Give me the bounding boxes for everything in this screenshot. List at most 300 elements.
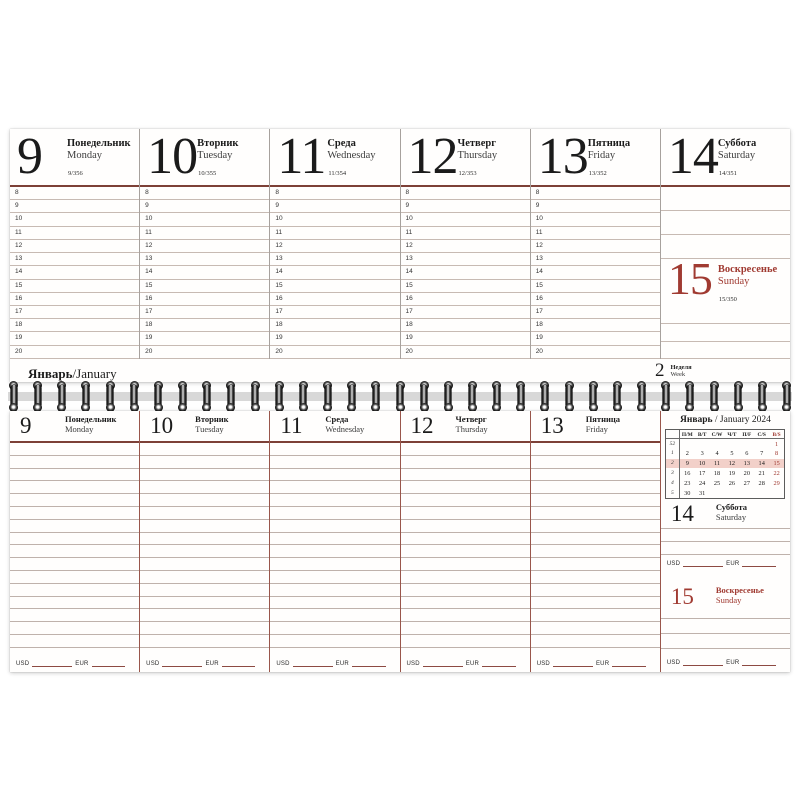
currency-row	[16, 661, 131, 667]
day-column	[10, 129, 140, 359]
writing-line	[10, 571, 139, 584]
writing-line	[10, 584, 139, 597]
calendar-day-cell: 1	[775, 440, 779, 448]
hour-row: 20	[10, 346, 139, 359]
writing-line	[661, 633, 790, 634]
day-number: 10	[147, 128, 198, 185]
writing-line	[270, 584, 399, 597]
writing-line	[401, 469, 530, 482]
writing-line	[270, 507, 399, 520]
writing-line	[531, 507, 660, 520]
hour-row: 20	[531, 346, 660, 359]
calendar-day-cell: 28	[758, 479, 765, 487]
writing-line	[10, 520, 139, 533]
day-ordinal: 14/351	[718, 170, 737, 177]
writing-line	[10, 481, 139, 494]
hour-row: 16	[270, 293, 399, 306]
hour-row: 16	[140, 293, 269, 306]
calendar-day-cell: 17	[699, 469, 706, 477]
bottom-week-grid	[10, 411, 790, 672]
spiral-loop	[202, 381, 211, 412]
day-name-en: Wednesday	[327, 150, 376, 162]
spiral-loop	[347, 381, 356, 412]
writing-line	[531, 635, 660, 648]
writing-line	[10, 545, 139, 558]
spiral-loop	[444, 381, 453, 412]
calendar-day-cell: 2	[685, 450, 689, 458]
mini-calendar	[665, 429, 785, 499]
hour-row: 19	[531, 332, 660, 345]
usd-label: USD	[666, 561, 681, 567]
hour-row: 9	[401, 200, 530, 213]
eur-line	[222, 661, 256, 667]
hour-row: 19	[270, 332, 399, 345]
day-name-en: Sunday	[715, 595, 742, 606]
writing-line	[401, 584, 530, 597]
writing-line	[140, 481, 269, 494]
writing-line	[531, 456, 660, 469]
writing-line	[401, 456, 530, 469]
hour-row: 13	[140, 253, 269, 266]
calendar-day-cell	[754, 439, 769, 449]
writing-line	[10, 456, 139, 469]
calendar-day-cell: 16	[684, 469, 691, 477]
spiral-loop	[226, 381, 235, 412]
week-number-block	[655, 361, 692, 380]
writing-line	[531, 443, 660, 456]
spiral-loop	[299, 381, 308, 412]
hour-row: 19	[140, 332, 269, 345]
hour-row: 11	[10, 227, 139, 240]
mini-calendar-title-ru: Январь	[680, 415, 713, 425]
writing-line	[401, 635, 530, 648]
writing-line	[531, 609, 660, 622]
writing-line	[661, 648, 790, 649]
day-header	[531, 411, 660, 443]
writing-line	[10, 533, 139, 546]
writing-line	[531, 622, 660, 635]
day-header	[531, 129, 660, 187]
spiral-loop	[275, 381, 284, 412]
writing-line	[531, 494, 660, 507]
writing-line	[140, 456, 269, 469]
spiral-loop	[685, 381, 694, 412]
writing-line	[661, 187, 790, 211]
spiral-loop	[613, 381, 622, 412]
writing-line	[531, 545, 660, 558]
hour-row: 13	[270, 253, 399, 266]
writing-line	[10, 635, 139, 648]
day-name-ru: Четверг	[457, 138, 496, 149]
calendar-header-cell: В/S	[769, 430, 784, 439]
writing-line	[10, 507, 139, 520]
writing-line	[661, 324, 790, 341]
month-label-en: January	[76, 366, 117, 381]
calendar-day-cell: 15	[769, 459, 784, 469]
writing-line	[140, 558, 269, 571]
hour-row: 8	[10, 187, 139, 200]
writing-line	[270, 456, 399, 469]
spiral-loop	[420, 381, 429, 412]
writing-line	[661, 211, 790, 235]
hour-row: 19	[401, 332, 530, 345]
week-label-ru: Неделя	[670, 364, 692, 371]
hour-row: 8	[270, 187, 399, 200]
eur-label: EUR	[335, 661, 349, 667]
writing-line	[270, 545, 399, 558]
weekend-column	[661, 411, 790, 672]
hour-row: 8	[531, 187, 660, 200]
calendar-day-cell: 3	[700, 450, 704, 458]
day-header	[140, 129, 269, 187]
calendar-week-number: 4	[666, 478, 680, 488]
calendar-day-cell: 9	[680, 459, 695, 469]
calendar-day-cell: 29	[773, 479, 780, 487]
day-name-block	[718, 138, 756, 162]
day-number: 9	[17, 128, 42, 185]
day-name-ru: Среда	[327, 138, 356, 149]
day-column	[270, 411, 400, 672]
spiral-loop	[565, 381, 574, 412]
writing-line	[531, 558, 660, 571]
calendar-day-cell: 23	[684, 479, 691, 487]
calendar-corner-cell	[666, 430, 680, 439]
hour-row: 9	[10, 200, 139, 213]
writing-line	[140, 635, 269, 648]
day-name-en: Thursday	[455, 424, 488, 435]
calendar-day-cell	[739, 488, 754, 498]
eur-label: EUR	[595, 661, 610, 667]
hour-row: 17	[140, 306, 269, 319]
day-name-ru: Пятница	[587, 138, 631, 149]
hour-row: 14	[270, 266, 399, 279]
spiral-loop	[661, 381, 670, 412]
day-name-block	[716, 585, 764, 605]
day-name-block	[718, 264, 777, 288]
hour-row: 14	[401, 266, 530, 279]
writing-line	[401, 494, 530, 507]
top-week-grid	[10, 129, 790, 359]
hour-row: 18	[10, 319, 139, 332]
usd-line	[683, 660, 723, 666]
day-ordinal: 10/355	[198, 170, 217, 177]
spiral-loop	[758, 381, 767, 412]
spiral-loop	[782, 381, 791, 412]
hour-row: 14	[531, 266, 660, 279]
writing-line	[401, 622, 530, 635]
hour-row: 15	[531, 280, 660, 293]
day-number: 11	[277, 128, 326, 185]
hour-row: 11	[531, 227, 660, 240]
hour-row: 11	[140, 227, 269, 240]
writing-line	[10, 622, 139, 635]
day-name-ru: Суббота	[715, 502, 747, 512]
mini-calendar-title	[661, 415, 790, 425]
spiral-loop	[323, 381, 332, 412]
spiral-loop	[637, 381, 646, 412]
hour-row: 11	[270, 227, 399, 240]
calendar-day-cell	[680, 439, 695, 449]
day-name-block	[67, 138, 131, 162]
day-name-block	[327, 138, 375, 162]
writing-line	[140, 469, 269, 482]
mini-calendar-title-rest: / January 2024	[712, 415, 771, 425]
eur-line	[482, 661, 516, 667]
writing-line	[140, 622, 269, 635]
eur-label: EUR	[75, 661, 89, 667]
calendar-day-cell: 8	[775, 450, 779, 458]
hour-row: 10	[270, 213, 399, 226]
eur-label: EUR	[205, 661, 219, 667]
week-number: 2	[655, 360, 665, 381]
calendar-week-number: 2	[666, 459, 680, 469]
writing-line	[401, 533, 530, 546]
day-name-en: Monday	[65, 424, 94, 435]
writing-line	[401, 481, 530, 494]
day-number: 15	[670, 584, 694, 609]
day-name-en: Friday	[585, 424, 608, 435]
writing-line	[661, 307, 790, 324]
day-header	[270, 411, 399, 443]
top-page	[10, 129, 790, 382]
calendar-day-cell	[725, 439, 740, 449]
hour-row: 9	[270, 200, 399, 213]
writing-line	[661, 541, 790, 542]
day-column	[531, 411, 661, 672]
day-name-block	[586, 414, 620, 434]
day-name-block	[65, 414, 116, 434]
hour-row: 9	[531, 200, 660, 213]
writing-line	[270, 520, 399, 533]
eur-label: EUR	[726, 561, 740, 567]
day-ordinal: 13/352	[588, 170, 607, 177]
week-label-en: Week	[670, 371, 686, 379]
day-name-en: Saturday	[715, 512, 747, 523]
writing-line	[140, 507, 269, 520]
calendar-day-cell: 25	[713, 479, 721, 487]
hour-row: 17	[531, 306, 660, 319]
calendar-day-cell	[725, 488, 740, 498]
writing-line	[270, 635, 399, 648]
writing-line	[10, 469, 139, 482]
eur-label: EUR	[465, 661, 480, 667]
eur-line	[742, 561, 776, 567]
calendar-day-cell: 10	[695, 459, 710, 469]
top-page-footer	[10, 359, 790, 382]
calendar-header-cell: С/W	[710, 430, 725, 439]
day-ordinal: 11/354	[328, 170, 347, 177]
writing-line	[661, 554, 790, 555]
day-name-block	[716, 502, 747, 522]
hour-row: 14	[140, 266, 269, 279]
calendar-day-cell	[739, 439, 754, 449]
currency-row	[667, 660, 782, 666]
sunday-block	[661, 253, 790, 307]
currency-row	[537, 661, 652, 667]
usd-line	[32, 661, 72, 667]
day-name-ru: Вторник	[195, 414, 229, 424]
day-name-en: Tuesday	[195, 424, 224, 435]
calendar-day-cell: 31	[699, 489, 706, 497]
eur-line	[352, 661, 386, 667]
day-name-block	[197, 138, 238, 162]
writing-line	[270, 597, 399, 610]
writing-line	[401, 507, 530, 520]
calendar-day-cell: 6	[745, 450, 749, 458]
writing-line	[401, 609, 530, 622]
writing-line	[140, 571, 269, 584]
usd-label: USD	[406, 661, 420, 667]
writing-line	[140, 597, 269, 610]
calendar-day-cell	[769, 488, 784, 498]
calendar-week-number: 3	[666, 468, 680, 478]
hour-row: 15	[10, 280, 139, 293]
hour-row: 12	[140, 240, 269, 253]
usd-label: USD	[536, 661, 550, 667]
hour-row: 10	[10, 213, 139, 226]
day-header	[10, 411, 139, 443]
hour-row: 10	[531, 213, 660, 226]
spiral-loop	[589, 381, 598, 412]
calendar-day-cell: 5	[730, 450, 734, 458]
writing-line	[10, 609, 139, 622]
day-number: 15	[667, 253, 712, 304]
spiral-loop	[33, 381, 42, 412]
writing-line	[10, 558, 139, 571]
calendar-week-number: 1	[666, 449, 680, 459]
writing-line	[531, 597, 660, 610]
spiral-loop	[734, 381, 743, 412]
hour-row: 12	[270, 240, 399, 253]
usd-line	[553, 661, 593, 667]
calendar-day-cell: 21	[758, 469, 765, 477]
day-name-en: Tuesday	[197, 150, 233, 162]
usd-line	[293, 661, 333, 667]
spiral-loop	[9, 381, 18, 412]
hour-row: 17	[401, 306, 530, 319]
hour-row: 20	[140, 346, 269, 359]
writing-line	[140, 443, 269, 456]
writing-line	[140, 609, 269, 622]
calendar-header-cell: Ч/T	[725, 430, 740, 439]
calendar-day-cell	[695, 439, 710, 449]
hour-row: 13	[10, 253, 139, 266]
hour-row: 20	[401, 346, 530, 359]
weekend-column	[661, 129, 790, 359]
day-name-block	[325, 414, 364, 434]
hour-row: 11	[401, 227, 530, 240]
usd-label: USD	[16, 661, 30, 667]
day-name-block	[195, 414, 228, 434]
eur-label: EUR	[726, 660, 740, 666]
day-ordinal: 12/353	[458, 170, 477, 177]
calendar-day-cell: 7	[760, 450, 764, 458]
day-name-ru: Воскресенье	[715, 585, 764, 595]
day-name-en: Friday	[587, 150, 616, 162]
hour-row: 14	[10, 266, 139, 279]
calendar-day-cell: 4	[715, 450, 719, 458]
calendar-header-cell: С/S	[754, 430, 769, 439]
day-header	[401, 411, 530, 443]
spiral-loop	[540, 381, 549, 412]
usd-line	[683, 561, 723, 567]
day-name-en: Wednesday	[325, 424, 365, 435]
hour-row: 18	[531, 319, 660, 332]
calendar-day-cell: 13	[739, 459, 754, 469]
spiral-loop	[178, 381, 187, 412]
calendar-header-cell: В/T	[695, 430, 710, 439]
spiral-loop	[396, 381, 405, 412]
spiral-loop	[154, 381, 163, 412]
usd-label: USD	[276, 661, 290, 667]
hour-row: 9	[140, 200, 269, 213]
currency-row	[276, 661, 391, 667]
writing-line	[401, 545, 530, 558]
calendar-day-cell: 24	[699, 479, 706, 487]
writing-line	[140, 545, 269, 558]
saturday-header	[661, 129, 790, 187]
eur-line	[742, 660, 776, 666]
writing-line	[270, 622, 399, 635]
usd-label: USD	[146, 661, 160, 667]
hour-row: 16	[531, 293, 660, 306]
calendar-day-cell: 20	[743, 469, 750, 477]
writing-line	[531, 584, 660, 597]
writing-line	[531, 481, 660, 494]
hour-row: 13	[531, 253, 660, 266]
day-header	[140, 411, 269, 443]
calendar-day-cell: 30	[684, 489, 691, 497]
day-number: 13	[537, 128, 588, 185]
day-number: 10	[150, 413, 174, 438]
day-column	[10, 411, 140, 672]
day-column	[401, 411, 531, 672]
writing-line	[401, 520, 530, 533]
hour-row: 8	[401, 187, 530, 200]
day-column	[531, 129, 661, 359]
eur-line	[92, 661, 126, 667]
calendar-day-cell	[710, 488, 725, 498]
hour-row: 15	[401, 280, 530, 293]
writing-line	[401, 597, 530, 610]
day-ordinal: 9/356	[68, 170, 83, 177]
calendar-day-cell: 22	[773, 469, 780, 477]
usd-line	[423, 661, 463, 667]
calendar-day-cell: 14	[754, 459, 769, 469]
writing-line	[270, 533, 399, 546]
calendar-day-cell: 27	[743, 479, 750, 487]
saturday-block	[661, 499, 790, 529]
spiral-loop	[251, 381, 260, 412]
hour-row: 18	[270, 319, 399, 332]
spiral-binding	[6, 381, 794, 412]
writing-line	[531, 533, 660, 546]
day-name-en: Sunday	[717, 276, 750, 288]
sunday-block	[661, 582, 790, 612]
hour-row: 18	[140, 319, 269, 332]
day-name-block	[588, 138, 630, 162]
writing-line	[270, 558, 399, 571]
hour-row: 12	[401, 240, 530, 253]
hour-row: 20	[270, 346, 399, 359]
day-name-ru: Воскресенье	[717, 264, 778, 275]
hour-row: 12	[10, 240, 139, 253]
day-header	[401, 129, 530, 187]
calendar-header-cell: П/M	[680, 430, 695, 439]
calendar-day-cell: 18	[713, 469, 721, 477]
day-number: 14	[670, 501, 694, 526]
writing-line	[661, 342, 790, 359]
